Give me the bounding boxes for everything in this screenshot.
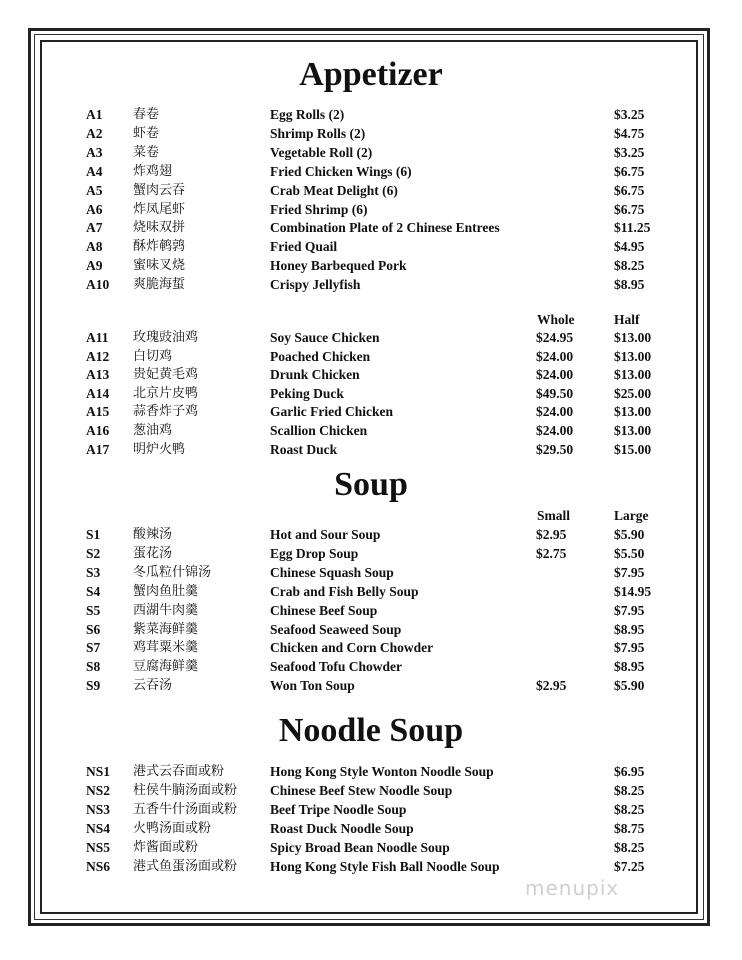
menu-item-row <box>0 328 742 347</box>
item-price-2: $6.75 <box>614 163 645 179</box>
item-english-name: Hot and Sour Soup <box>270 527 381 542</box>
item-english-name: Crab Meat Delight (6) <box>270 182 398 198</box>
menu-item-row <box>0 582 742 601</box>
item-chinese-name: 蜜味叉烧 <box>133 258 186 274</box>
item-chinese-name: 蒜香炸子鸡 <box>133 404 199 420</box>
item-chinese-name: 玫瑰豉油鸡 <box>133 330 199 345</box>
item-price-1: $24.00 <box>536 404 574 420</box>
menu-item-row <box>0 819 742 838</box>
menu-item-row <box>0 838 742 857</box>
item-chinese-name: 港式云吞面或粉 <box>133 764 225 779</box>
item-english-name: Crispy Jellyfish <box>270 277 361 293</box>
item-price-2: $15.00 <box>614 441 652 457</box>
item-price-2: $8.25 <box>614 839 645 855</box>
item-english-name: Crab and Fish Belly Soup <box>270 583 419 599</box>
item-code: A16 <box>86 423 110 438</box>
item-english-name: Chinese Beef Stew Noodle Soup <box>270 782 453 798</box>
menu-item-row <box>0 544 742 563</box>
item-price-1: $29.50 <box>536 441 574 457</box>
item-chinese-name: 春卷 <box>133 107 160 122</box>
item-chinese-name: 酥炸鹌鹑 <box>133 239 186 255</box>
menu-item-row <box>0 620 742 639</box>
item-chinese-name: 西湖牛肉羹 <box>133 602 199 618</box>
item-english-name: Drunk Chicken <box>270 367 360 383</box>
item-code: A4 <box>86 163 103 179</box>
large-column-header: Large <box>614 508 649 523</box>
item-price-2: $5.90 <box>614 678 645 694</box>
item-code: S3 <box>86 564 101 580</box>
item-english-name: Vegetable Roll (2) <box>270 144 373 160</box>
menu-item-row <box>0 762 742 781</box>
item-code: A15 <box>86 404 110 420</box>
menu-item-row <box>0 347 742 366</box>
item-price-1: $2.95 <box>536 527 567 542</box>
item-code: NS4 <box>86 820 111 836</box>
item-code: A5 <box>86 182 103 198</box>
item-english-name: Shrimp Rolls (2) <box>270 125 366 141</box>
item-english-name: Poached Chicken <box>270 348 371 364</box>
item-chinese-name: 鸡茸粟米羹 <box>133 640 199 656</box>
item-code: A3 <box>86 144 103 160</box>
menu-item-row <box>0 402 742 421</box>
item-chinese-name: 五香牛什汤面或粉 <box>133 801 238 817</box>
item-chinese-name: 明炉火鸭 <box>133 441 186 457</box>
menu-item-row <box>0 256 742 275</box>
item-price-1: $2.95 <box>536 678 567 694</box>
item-price-2: $5.90 <box>614 527 645 542</box>
item-code: A8 <box>86 239 103 255</box>
item-chinese-name: 葱油鸡 <box>133 423 173 438</box>
item-price-1: $2.75 <box>536 545 567 561</box>
noodle-soup-title: Noodle Soup <box>278 712 464 749</box>
item-english-name: Scallion Chicken <box>270 423 368 438</box>
item-chinese-name: 豆腐海鲜羹 <box>133 659 199 675</box>
menu-item-row <box>0 275 742 294</box>
item-code: A10 <box>86 277 110 293</box>
item-chinese-name: 火鸭汤面或粉 <box>133 820 212 836</box>
item-english-name: Seafood Tofu Chowder <box>270 659 403 675</box>
item-english-name: Spicy Broad Bean Noodle Soup <box>270 839 450 855</box>
item-english-name: Fried Shrimp (6) <box>270 201 368 217</box>
item-chinese-name: 酸辣汤 <box>133 527 173 542</box>
item-code: A17 <box>86 441 110 457</box>
item-price-2: $7.95 <box>614 640 645 656</box>
item-chinese-name: 白切鸡 <box>133 348 173 364</box>
item-price-2: $8.25 <box>614 782 645 798</box>
item-chinese-name: 蛋花汤 <box>133 545 173 561</box>
item-english-name: Garlic Fried Chicken <box>270 404 393 420</box>
item-english-name: Fried Chicken Wings (6) <box>270 163 412 179</box>
item-price-2: $8.25 <box>614 258 645 274</box>
item-code: A11 <box>86 330 109 345</box>
whole-column-header: Whole <box>537 312 575 327</box>
item-price-2: $13.00 <box>614 330 652 345</box>
item-code: A12 <box>86 348 110 364</box>
item-chinese-name: 虾卷 <box>133 125 160 141</box>
item-english-name: Seafood Seaweed Soup <box>270 621 402 637</box>
item-english-name: Fried Quail <box>270 239 338 255</box>
item-chinese-name: 北京片皮鸭 <box>133 385 199 401</box>
item-code: S9 <box>86 678 101 694</box>
item-chinese-name: 云吞汤 <box>133 678 173 694</box>
item-english-name: Egg Rolls (2) <box>270 107 345 122</box>
item-chinese-name: 港式鱼蛋汤面或粉 <box>133 858 238 874</box>
item-english-name: Hong Kong Style Fish Ball Noodle Soup <box>270 858 500 874</box>
menu-item-row <box>0 601 742 620</box>
small-column-header: Small <box>537 508 571 523</box>
item-price-2: $6.95 <box>614 764 645 779</box>
item-price-1: $49.50 <box>536 385 574 401</box>
item-price-1: $24.95 <box>536 330 574 345</box>
item-english-name: Egg Drop Soup <box>270 545 359 561</box>
item-chinese-name: 柱侯牛腩汤面或粉 <box>133 782 238 798</box>
item-price-1: $24.00 <box>536 348 574 364</box>
item-price-2: $11.25 <box>614 220 651 236</box>
item-price-2: $8.95 <box>614 621 645 637</box>
item-code: A1 <box>86 107 103 122</box>
item-price-2: $7.25 <box>614 858 645 874</box>
item-price-2: $4.75 <box>614 125 645 141</box>
menu-item-row <box>0 638 742 657</box>
item-code: NS1 <box>86 764 111 779</box>
item-english-name: Roast Duck <box>270 441 338 457</box>
item-price-1: $24.00 <box>536 423 574 438</box>
item-code: S2 <box>86 545 101 561</box>
item-code: A13 <box>86 367 110 383</box>
soup-title: Soup <box>334 466 408 503</box>
item-price-2: $7.95 <box>614 602 645 618</box>
item-chinese-name: 炸鸡翅 <box>133 163 173 179</box>
item-english-name: Beef Tripe Noodle Soup <box>270 801 407 817</box>
item-code: A9 <box>86 258 103 274</box>
item-english-name: Roast Duck Noodle Soup <box>270 820 414 836</box>
item-english-name: Honey Barbequed Pork <box>270 258 407 274</box>
item-chinese-name: 炸凤尾虾 <box>133 201 186 217</box>
item-chinese-name: 蟹肉云吞 <box>133 182 186 198</box>
item-price-1: $24.00 <box>536 367 574 383</box>
item-chinese-name: 炸酱面或粉 <box>133 839 199 855</box>
item-english-name: Chinese Squash Soup <box>270 564 394 580</box>
item-chinese-name: 菜卷 <box>133 144 160 160</box>
appetizer-title: Appetizer <box>299 56 443 93</box>
menu-item-row <box>0 676 742 695</box>
item-price-2: $6.75 <box>614 201 645 217</box>
item-price-2: $13.00 <box>614 404 652 420</box>
menu-item-row <box>0 384 742 403</box>
item-code: A2 <box>86 125 103 141</box>
menu-item-row <box>0 181 742 200</box>
item-code: A6 <box>86 201 103 217</box>
menu-item-row <box>0 421 742 440</box>
item-price-2: $4.95 <box>614 239 645 255</box>
item-price-2: $8.95 <box>614 277 645 293</box>
item-price-2: $14.95 <box>614 583 652 599</box>
menu-item-row <box>0 237 742 256</box>
menu-item-row <box>0 525 742 544</box>
item-english-name: Chinese Beef Soup <box>270 602 378 618</box>
item-price-2: $8.95 <box>614 659 645 675</box>
item-code: NS2 <box>86 782 111 798</box>
item-price-2: $6.75 <box>614 182 645 198</box>
menu-item-row <box>0 218 742 237</box>
menu-item-row <box>0 162 742 181</box>
item-english-name: Soy Sauce Chicken <box>270 330 380 345</box>
menu-item-row <box>0 200 742 219</box>
item-price-2: $3.25 <box>614 144 645 160</box>
item-chinese-name: 爽脆海蜇 <box>133 277 186 293</box>
item-code: A7 <box>86 220 103 236</box>
item-code: S1 <box>86 527 101 542</box>
item-price-2: $13.00 <box>614 423 652 438</box>
item-code: S8 <box>86 659 101 675</box>
menu-item-row <box>0 657 742 676</box>
item-price-2: $8.25 <box>614 801 645 817</box>
item-code: S7 <box>86 640 101 656</box>
item-code: S6 <box>86 621 101 637</box>
item-code: S5 <box>86 602 101 618</box>
item-code: NS5 <box>86 839 111 855</box>
item-chinese-name: 冬瓜粒什锦汤 <box>133 564 212 580</box>
item-price-2: $13.00 <box>614 367 652 383</box>
menu-item-row <box>0 143 742 162</box>
item-chinese-name: 贵妃黄毛鸡 <box>133 367 199 383</box>
item-code: S4 <box>86 583 101 599</box>
item-chinese-name: 蟹肉鱼肚羹 <box>133 583 199 599</box>
item-english-name: Hong Kong Style Wonton Noodle Soup <box>270 764 494 779</box>
item-price-2: $3.25 <box>614 107 645 122</box>
half-column-header: Half <box>614 312 640 327</box>
item-english-name: Peking Duck <box>270 385 344 401</box>
menu-item-row <box>0 124 742 143</box>
item-price-2: $7.95 <box>614 564 645 580</box>
item-english-name: Combination Plate of 2 Chinese Entrees <box>270 220 500 236</box>
menu-item-row <box>0 105 742 124</box>
item-english-name: Chicken and Corn Chowder <box>270 640 434 656</box>
menu-item-row <box>0 781 742 800</box>
menu-item-row <box>0 365 742 384</box>
menu-item-row <box>0 857 742 876</box>
item-price-2: $13.00 <box>614 348 652 364</box>
item-english-name: Won Ton Soup <box>270 678 355 694</box>
item-code: A14 <box>86 385 110 401</box>
menu-item-row <box>0 563 742 582</box>
item-chinese-name: 烧味双拼 <box>133 220 186 236</box>
item-price-2: $5.50 <box>614 545 645 561</box>
item-price-2: $25.00 <box>614 385 652 401</box>
item-chinese-name: 紫菜海鲜羹 <box>133 621 199 637</box>
watermark: menupix <box>525 876 620 900</box>
item-code: NS3 <box>86 801 111 817</box>
menu-item-row <box>0 440 742 459</box>
menu-item-row <box>0 800 742 819</box>
item-price-2: $8.75 <box>614 820 645 836</box>
item-code: NS6 <box>86 858 111 874</box>
